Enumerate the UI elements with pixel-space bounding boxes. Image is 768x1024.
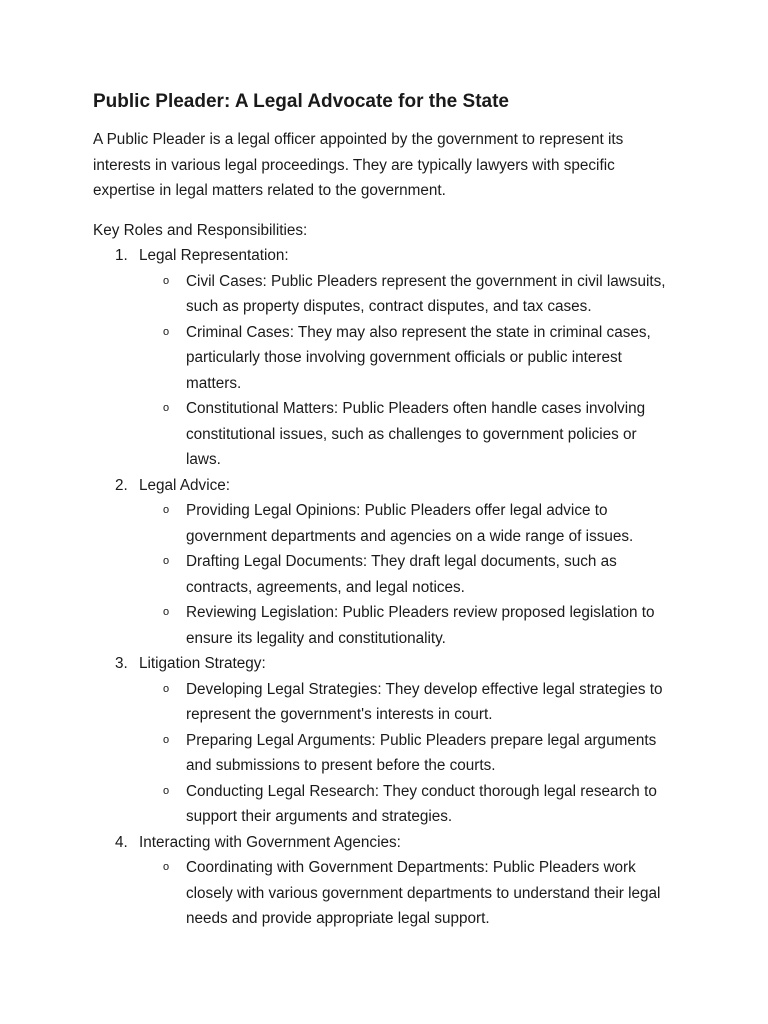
bullet-icon: o bbox=[163, 402, 170, 414]
list-item bbox=[139, 728, 675, 779]
list-item-text: Conducting Legal Research: They conduct thorough legal research to support their arguments and strategies. bbox=[186, 782, 657, 825]
bullet-icon: o bbox=[163, 784, 170, 797]
bullet-icon: o bbox=[163, 274, 170, 287]
bullet-icon: o bbox=[163, 861, 170, 873]
list-item-text: Providing Legal Opinions: Public Pleaders offer legal advice to government departments and agencies on a wide range of issues. bbox=[186, 502, 634, 545]
list-item bbox=[139, 498, 675, 549]
list-item-text: Coordinating with Government Departments: Public Pleaders work closely with various government departments to understand their legal needs and provide appropriate legal support. bbox=[186, 859, 661, 927]
section-number: 1. bbox=[115, 247, 128, 264]
list-item bbox=[139, 779, 675, 830]
section-label: Legal Advice: bbox=[139, 476, 230, 494]
section-item bbox=[93, 473, 675, 652]
bullet-icon: o bbox=[163, 325, 170, 338]
section-number: 4. bbox=[115, 833, 128, 851]
list-item-text: Preparing Legal Arguments: Public Pleaders prepare legal arguments and submissions to present before the courts. bbox=[186, 731, 657, 774]
list-item-text: Reviewing Legislation: Public Pleaders review proposed legislation to ensure its legality and constitutionality. bbox=[186, 604, 655, 647]
list-item bbox=[139, 549, 675, 600]
list-item-text: Constitutional Matters: Public Pleaders often handle cases involving constitutional issues, such as challenges to government policies or laws. bbox=[186, 400, 646, 468]
sub-list bbox=[139, 855, 675, 932]
roles-list bbox=[93, 243, 675, 932]
bullet-icon: o bbox=[163, 733, 170, 746]
list-item bbox=[139, 396, 675, 473]
section-item bbox=[93, 830, 675, 932]
document-title: Public Pleader: A Legal Advocate for the State bbox=[93, 91, 509, 112]
section-item bbox=[93, 243, 675, 473]
bullet-icon: o bbox=[163, 682, 170, 695]
list-item bbox=[139, 600, 675, 651]
list-item-text: Developing Legal Strategies: They develop effective legal strategies to represent the government's interests in court. bbox=[186, 680, 663, 723]
section-label: Litigation Strategy: bbox=[139, 655, 266, 672]
list-item-text: Civil Cases: Public Pleaders represent the government in civil lawsuits, such as property disputes, contract disputes, and tax cases. bbox=[186, 272, 666, 315]
section-number: 2. bbox=[115, 476, 128, 494]
sub-list bbox=[139, 677, 675, 830]
section-label: Legal Representation: bbox=[139, 247, 289, 264]
list-item-text: Criminal Cases: They may also represent the state in criminal cases, particularly those involving government officials or public interest matters. bbox=[186, 323, 651, 392]
list-item bbox=[139, 320, 675, 397]
intro-paragraph: A Public Pleader is a legal officer appointed by the government to represent its interests in various legal proceedings. They are typically lawyers with specific expertise in legal matters related to the government. bbox=[93, 131, 624, 199]
sub-list bbox=[139, 498, 675, 651]
list-item-text: Drafting Legal Documents: They draft legal documents, such as contracts, agreements, and legal notices. bbox=[186, 553, 617, 596]
section-number: 3. bbox=[115, 655, 128, 672]
sub-list bbox=[139, 269, 675, 473]
bullet-icon: o bbox=[163, 606, 170, 618]
list-item bbox=[139, 269, 675, 320]
section-label: Interacting with Government Agencies: bbox=[139, 833, 401, 851]
bullet-icon: o bbox=[163, 504, 170, 516]
list-item bbox=[139, 677, 675, 728]
bullet-icon: o bbox=[163, 555, 170, 567]
list-item bbox=[139, 855, 675, 932]
section-item bbox=[93, 651, 675, 830]
key-roles-heading: Key Roles and Responsibilities: bbox=[93, 221, 308, 239]
